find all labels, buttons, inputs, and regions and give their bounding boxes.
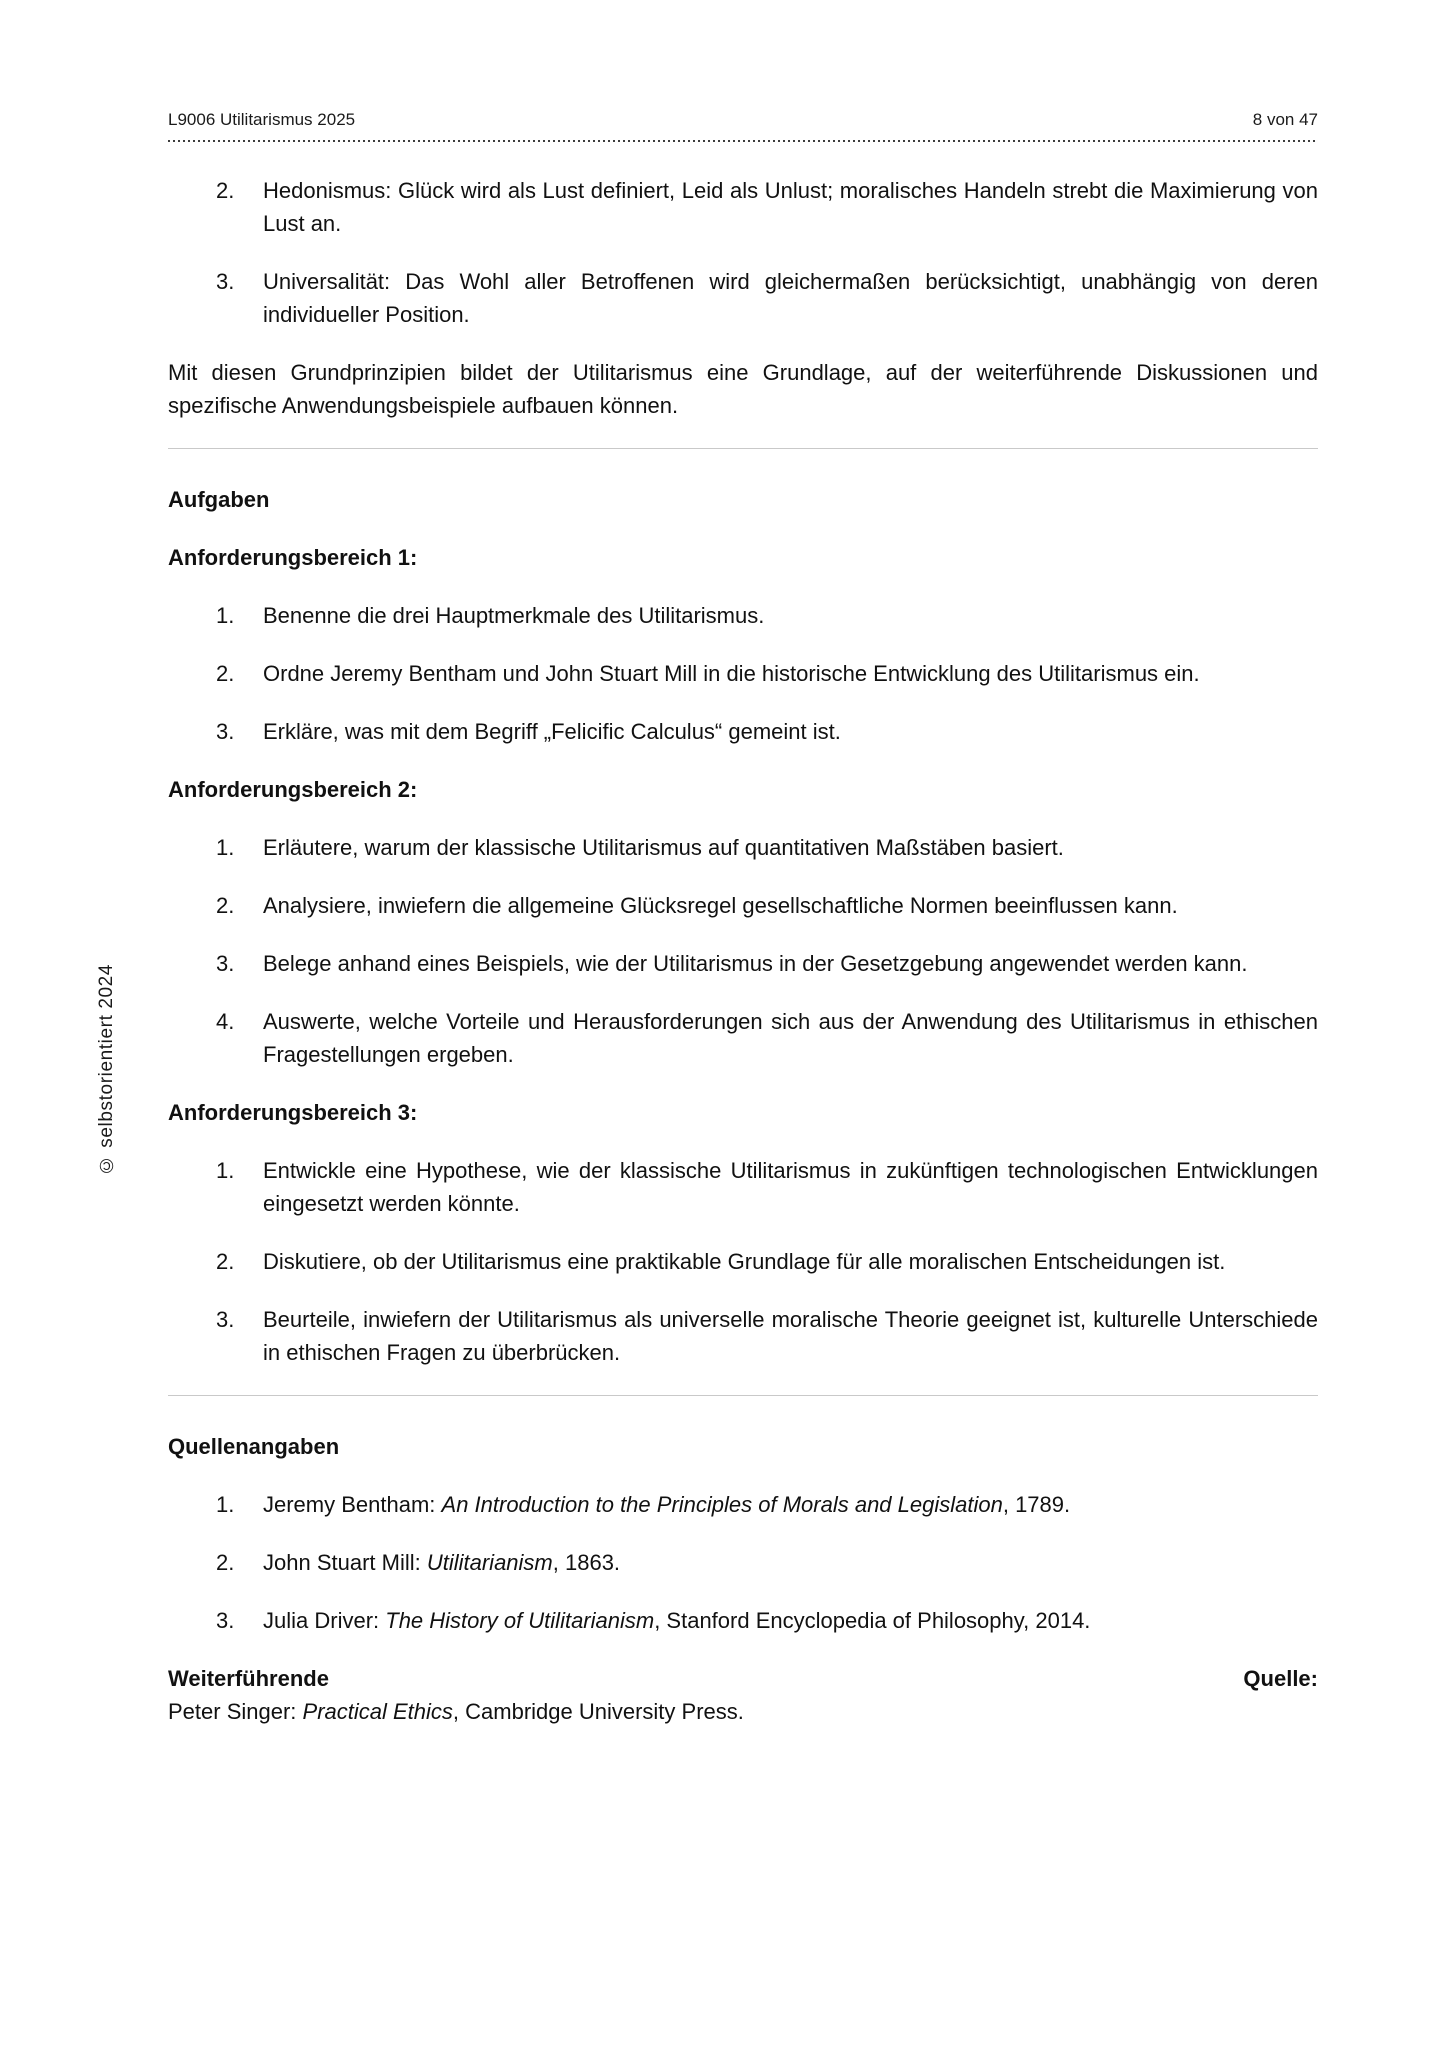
page-header xyxy=(168,110,1318,130)
task-item-text: Benenne die drei Hauptmerkmale des Utilitarismus. xyxy=(263,603,765,628)
task-item-text: Auswerte, welche Vorteile und Herausforderungen sich aus der Anwendung des Utilitarismus in ethischen Fragestellungen ergeben. xyxy=(263,1009,1318,1067)
list-item-number: 3. xyxy=(216,951,235,976)
sources-title: Quellenangaben xyxy=(168,1434,340,1459)
task-item xyxy=(168,889,1318,922)
list-item-number: 2. xyxy=(216,893,235,918)
header-page-number: 8 von 47 xyxy=(1252,110,1318,129)
source-item xyxy=(168,1488,1318,1521)
source-year: , 1789. xyxy=(1002,1492,1071,1517)
task-item xyxy=(168,599,1318,632)
list-item-number: 1. xyxy=(216,1492,235,1517)
source-item-text xyxy=(263,1608,1090,1633)
task-item-text: Beurteile, inwiefern der Utilitarismus als universelle moralische Theorie geeignet ist, kulturelle Unterschiede in ethischen Fragen zu überbrücken. xyxy=(263,1307,1318,1365)
source-author: John Stuart Mill: xyxy=(263,1550,427,1575)
source-work-title: An Introduction to the Principles of Morals and Legislation xyxy=(441,1492,1003,1517)
list-item-number: 2. xyxy=(216,1550,235,1575)
task-item-text: Analysiere, inwiefern die allgemeine Glücksregel gesellschaftliche Normen beeinflussen kann. xyxy=(263,893,1178,918)
task-item xyxy=(168,1303,1318,1369)
source-author: Peter Singer: xyxy=(168,1699,303,1724)
intro-paragraph: Mit diesen Grundprinzipien bildet der Utilitarismus eine Grundlage, auf der weiterführende Diskussionen und spezifische Anwendungsbeispiele aufbauen können. xyxy=(168,360,1318,418)
task-item-text: Entwickle eine Hypothese, wie der klassische Utilitarismus in zukünftigen technologischen Entwicklungen eingesetzt werden könnte. xyxy=(263,1158,1318,1216)
source-author: Jeremy Bentham: xyxy=(263,1492,442,1517)
header-doc-code: L9006 Utilitarismus 2025 xyxy=(168,110,356,129)
section-separator-rule xyxy=(168,448,1318,449)
list-item-number: 3. xyxy=(216,269,235,294)
source-item-text xyxy=(263,1550,620,1575)
list-item-number: 1. xyxy=(216,603,235,628)
list-item-number: 1. xyxy=(216,1158,235,1183)
list-item-number: 2. xyxy=(216,661,235,686)
source-item xyxy=(168,1604,1318,1637)
task-item-text: Ordne Jeremy Bentham und John Stuart Mill in die historische Entwicklung des Utilitarismus ein. xyxy=(263,661,1200,686)
task-item xyxy=(168,1005,1318,1071)
list-item-number: 3. xyxy=(216,1307,235,1332)
task-item xyxy=(168,947,1318,980)
copyright-watermark: © selbstorientiert 2024 xyxy=(96,964,117,1176)
task-item-text: Erläutere, warum der klassische Utilitarismus auf quantitativen Maßstäben basiert. xyxy=(263,835,1064,860)
source-year: , 1863. xyxy=(552,1550,621,1575)
source-item xyxy=(168,1546,1318,1579)
list-item xyxy=(168,174,1318,240)
document-body xyxy=(168,174,1318,1728)
list-item-number: 3. xyxy=(216,719,235,744)
tasks-title: Aufgaben xyxy=(168,487,270,512)
source-year: , Stanford Encyclopedia of Philosophy, 2014. xyxy=(654,1608,1091,1633)
list-item-text: Universalität: Das Wohl aller Betroffenen wird gleichermaßen berücksichtigt, unabhängig von deren individueller Position. xyxy=(263,269,1318,327)
further-source-right-label: Quelle: xyxy=(1243,1666,1318,1691)
section-heading-anforderungsbereich-3: Anforderungsbereich 3: xyxy=(168,1100,418,1125)
list-item-number: 2. xyxy=(216,178,235,203)
task-item xyxy=(168,657,1318,690)
list-item-number: 2. xyxy=(216,1249,235,1274)
list-item-number: 1. xyxy=(216,835,235,860)
task-item-text: Erkläre, was mit dem Begriff „Felicific Calculus“ gemeint ist. xyxy=(263,719,841,744)
further-source-entry xyxy=(168,1695,1318,1728)
header-dotted-rule xyxy=(168,140,1318,142)
task-item xyxy=(168,1245,1318,1278)
source-author: Julia Driver: xyxy=(263,1608,386,1633)
source-publisher: , Cambridge University Press. xyxy=(452,1699,744,1724)
list-item-text: Hedonismus: Glück wird als Lust definiert, Leid als Unlust; moralisches Handeln strebt die Maximierung von Lust an. xyxy=(263,178,1318,236)
further-source-heading xyxy=(168,1662,1318,1695)
source-work-title: The History of Utilitarianism xyxy=(385,1608,655,1633)
further-source-label: Weiterführende xyxy=(168,1666,329,1691)
section-heading-anforderungsbereich-1: Anforderungsbereich 1: xyxy=(168,545,418,570)
source-work-title: Utilitarianism xyxy=(426,1550,553,1575)
task-item xyxy=(168,715,1318,748)
section-separator-rule xyxy=(168,1395,1318,1396)
task-item xyxy=(168,1154,1318,1220)
task-item-text: Diskutiere, ob der Utilitarismus eine praktikable Grundlage für alle moralischen Entscheidungen ist. xyxy=(263,1249,1226,1274)
task-item-text: Belege anhand eines Beispiels, wie der Utilitarismus in der Gesetzgebung angewendet werden kann. xyxy=(263,951,1248,976)
section-heading-anforderungsbereich-2: Anforderungsbereich 2: xyxy=(168,777,418,802)
task-item xyxy=(168,831,1318,864)
list-item-number: 4. xyxy=(216,1009,235,1034)
source-work-title: Practical Ethics xyxy=(302,1699,453,1724)
list-item xyxy=(168,265,1318,331)
source-item-text xyxy=(263,1492,1070,1517)
list-item-number: 3. xyxy=(216,1608,235,1633)
